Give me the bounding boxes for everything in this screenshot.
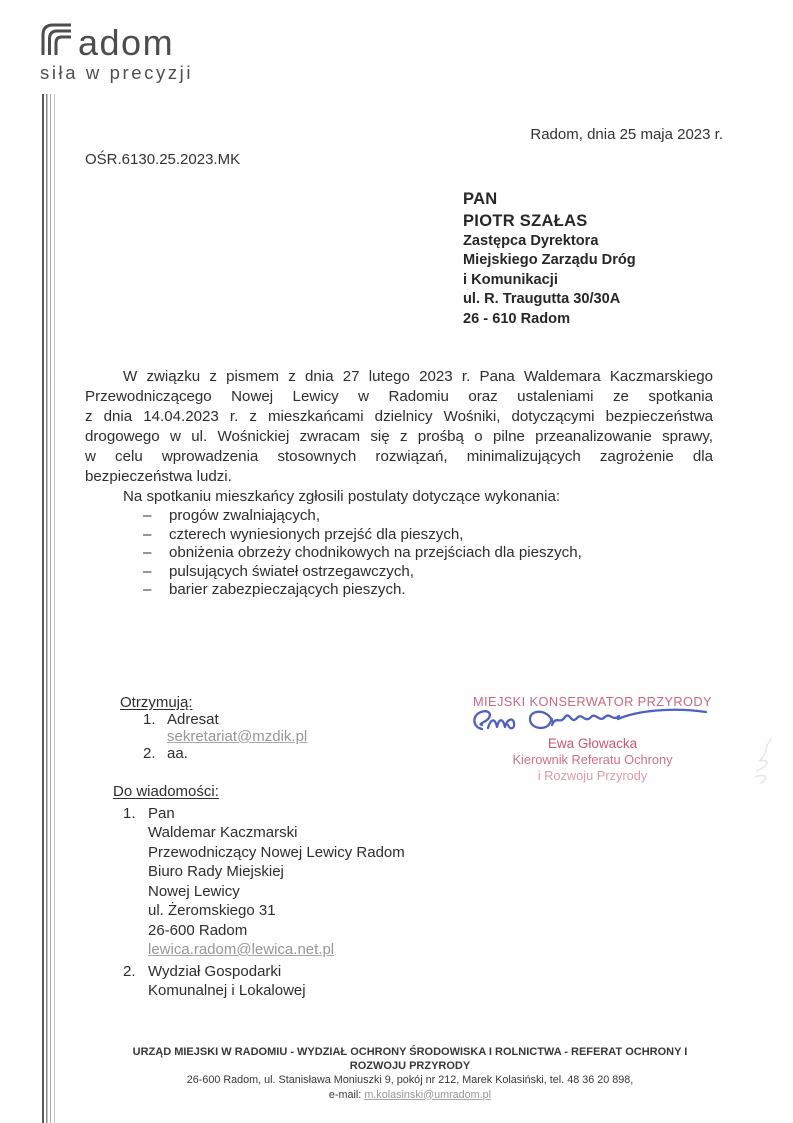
address-line: Pan (148, 804, 175, 822)
letter-body (85, 367, 713, 600)
recipient-line: PIOTR SZAŁAS (463, 211, 588, 230)
do-wiadomosci-heading: Do wiadomości: (113, 783, 219, 800)
stamp-role-line1: Kierownik Referatu Ochrony (512, 752, 673, 767)
otrzymuja-section (120, 694, 307, 762)
list-item-text: pulsujących świateł ostrzegawczych, (169, 562, 414, 580)
otrzymuja-item (120, 711, 307, 728)
list-item-text: czterech wyniesionych przejść dla pieszych, (169, 525, 464, 543)
recipient-line: PAN (463, 190, 498, 208)
address-line: Waldemar Kaczmarski (148, 824, 298, 841)
footer-email-label: e-mail: (328, 1088, 362, 1101)
otrzymuja-item (120, 745, 307, 762)
item-number-spacer (143, 728, 167, 745)
list-item-text: progów zwalniających, (169, 507, 321, 524)
item-lines (148, 962, 306, 1001)
address-line: Nowej Lewicy (148, 882, 240, 900)
stamp-block (450, 694, 735, 783)
footer-office-line: URZĄD MIEJSKI W RADOMIU - WYDZIAŁ OCHRONY ŚRODOWISKA I ROLNICTWA - REFERAT OCHRONY I ROZWOJU PRZYRODY (132, 1046, 688, 1072)
email-link[interactable]: sekretariat@mzdik.pl (167, 728, 308, 745)
stamp-name: Ewa Głowacka (547, 736, 638, 751)
item-text: aa. (167, 745, 188, 762)
list-item (85, 544, 713, 563)
list-dash: – (143, 544, 152, 562)
paragraph-line: W związku z pismem z dnia 27 lutego 2023 r. Pana Waldemara Kaczmarskiego (123, 368, 713, 385)
email-link[interactable]: lewica.radom@lewica.net.pl (148, 941, 335, 958)
stamp-title: MIEJSKI KONSERWATOR PRZYRODY (473, 694, 712, 709)
paragraph-lead: Na spotkaniu mieszkańcy zgłosili postulaty dotyczące wykonania: (123, 488, 561, 505)
list-item (85, 507, 713, 526)
item-number: 2. (123, 962, 136, 980)
list-dash: – (143, 581, 152, 599)
do-wiadomosci-item (113, 804, 405, 960)
list-item-text: obniżenia obrzeży chodnikowych na przejściach dla pieszych, (169, 544, 582, 562)
address-line: Przewodniczący Nowej Lewicy Radom (148, 843, 405, 861)
list-dash: – (143, 507, 152, 524)
radom-logo (40, 20, 193, 84)
logo-r-icon (40, 20, 76, 61)
scan-smudge-artifact (749, 735, 779, 795)
otrzymuja-item-email (120, 728, 307, 745)
paragraph-line: z dnia 14.04.2023 r. z mieszkańcami dzielnicy Wośniki, dotyczącymi bezpieczeństwa (85, 408, 713, 425)
logo-wordmark: adom (78, 22, 175, 63)
footer-block (85, 1046, 735, 1102)
item-number: 2. (143, 745, 156, 762)
email-link[interactable]: m.kolasinski@umradom.pl (364, 1088, 492, 1101)
address-line: 26-600 Radom (148, 921, 248, 939)
date-line: Radom, dnia 25 maja 2023 r. (530, 126, 723, 143)
address-line: ul. Żeromskiego 31 (148, 902, 276, 919)
recipient-line: Zastępca Dyrektora (463, 233, 599, 249)
footer-address-line: 26-600 Radom, ul. Stanisława Moniuszki 9, pokój nr 212, Marek Kolasiński, tel. 48 36 20 898, (186, 1074, 634, 1086)
list-dash: – (143, 525, 152, 543)
stamp-role-line2: i Rozwoju Przyrody (537, 768, 648, 783)
reference-number: OŚR.6130.25.2023.MK (85, 151, 241, 168)
item-lines (148, 804, 405, 960)
recipient-line: i Komunikacji (463, 271, 558, 288)
list-item-text: barier zabezpieczających pieszych. (169, 581, 406, 599)
scan-artifact-stripes (42, 94, 59, 1123)
address-line: Biuro Rady Miejskiej (148, 863, 284, 880)
address-line: Komunalnej i Lokalowej (148, 982, 306, 999)
footer-email-line (85, 1089, 735, 1103)
item-number: 1. (123, 804, 136, 822)
do-wiadomosci-item (113, 962, 405, 1001)
item-number: 1. (143, 711, 156, 728)
list-item (85, 581, 713, 600)
logo-tagline: siła w precyzji (40, 62, 194, 83)
otrzymuja-heading: Otrzymują: (120, 694, 193, 711)
recipient-line: 26 - 610 Radom (463, 310, 571, 327)
do-wiadomosci-section (113, 782, 405, 1001)
list-dash: – (143, 562, 152, 580)
list-item (85, 563, 713, 582)
item-text: Adresat (167, 711, 219, 728)
paragraph-line: w celu wprowadzenia stosownych rozwiązań, minimalizujących zagrożenie dla (85, 448, 713, 465)
recipient-line: Miejskiego Zarządu Dróg (463, 252, 636, 269)
address-line: Wydział Gospodarki (148, 962, 282, 980)
recipient-line: ul. R. Traugutta 30/30A (463, 291, 621, 308)
recipient-block (463, 189, 636, 329)
paragraph-line: bezpieczeństwa ludzi. (85, 468, 232, 485)
paragraph-line: Przewodniczącego Nowej Lewicy w Radomiu oraz ustaleniami ze spotkania (85, 388, 713, 405)
paragraph-line: drogowego w ul. Wośnickiej zwracam się z prośbą o pilne przeanalizowanie sprawy, (85, 428, 713, 445)
list-item (85, 526, 713, 545)
